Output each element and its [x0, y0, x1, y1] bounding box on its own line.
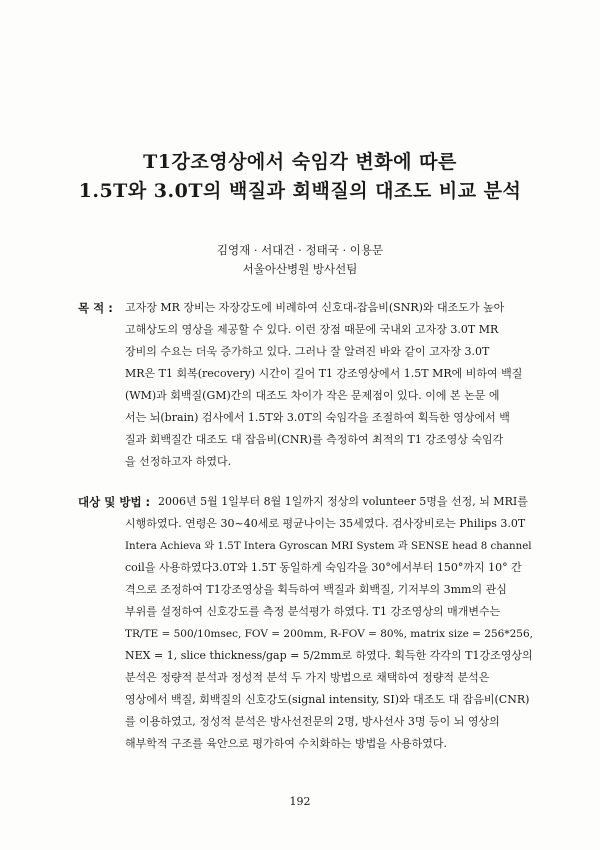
author-list: 김영재 · 서대건 · 정태국 · 이용문 — [216, 243, 384, 257]
methods-line: 를 이용하였고, 정성적 분석은 방사선전문의 2명, 방사선사 3명 등이 뇌 영상의 — [125, 715, 500, 728]
methods-line: TR/TE = 500/10msec, FOV = 200mm, R-FOV = 80%, matrix size = 256*256, — [125, 628, 533, 640]
objective-line: 장비의 수요는 더욱 증가하고 있다. 그러나 잘 알려진 바와 같이 고자장 3.0T — [125, 345, 490, 358]
objective-line: MR은 T1 회복(recovery) 시간이 길어 T1 강조영상에서 1.5T MR에 비하여 백질 — [125, 367, 523, 380]
methods-line: Intera Achieva 와 1.5T Intera Gyroscan MRI System 과 SENSE head 8 channel — [125, 540, 532, 552]
objective-label: 목 적 : — [78, 301, 113, 315]
objective-line: 고해상도의 영상을 제공할 수 있다. 이런 장점 때문에 국내외 고자장 3.0T MR — [125, 323, 499, 336]
paper-title-line-2: 1.5T와 3.0T의 백질과 회백질의 대조도 비교 분석 — [78, 180, 522, 202]
objective-line: 질과 회백질간 대조도 대 잡음비(CNR)를 측정하여 최적의 T1 강조영상 숙임각 — [125, 433, 504, 446]
methods-label: 대상 및 방법 : — [78, 495, 151, 509]
methods-line: 시행하였다. 연령은 30~40세로 평균나이는 35세였다. 검사장비로는 Philips 3.0T — [125, 517, 526, 530]
paper-title-line-1: T1강조영상에서 숙임각 변화에 따른 — [143, 151, 457, 173]
methods-line: 격으로 조정하여 T1강조영상을 획득하여 백질과 회백질, 기저부의 3mm의 관심 — [125, 583, 507, 596]
methods-line: 부위를 설정하여 신호강도를 측정 분석평가 하였다. T1 강조영상의 매개변수는 — [125, 605, 501, 618]
objective-line: 고자장 MR 장비는 자장강도에 비례하여 신호대-잡음비(SNR)와 대조도가 높아 — [125, 301, 505, 314]
methods-line: 분석은 정량적 분석과 정성적 분석 두 가지 방법으로 채택하여 정량적 분석은 — [125, 671, 490, 684]
author-affiliation: 서울아산병원 방사선팀 — [242, 262, 358, 276]
methods-line: 2006년 5월 1일부터 8월 1일까지 정상의 volunteer 5명을 선정, 뇌 MRI를 — [158, 495, 528, 508]
methods-line: coil을 사용하였다3.0T와 1.5T 동일하게 숙임각을 30°에서부터 150°까지 10° 간 — [125, 561, 522, 574]
objective-line: 을 선정하고자 하였다. — [125, 455, 232, 468]
page-number: 192 — [289, 795, 311, 808]
methods-line: 해부학적 구조를 육안으로 평가하여 수치화하는 방법을 사용하였다. — [125, 737, 448, 750]
methods-line: NEX = 1, slice thickness/gap = 5/2mm로 하였다. 획득한 각각의 T1강조영상의 — [125, 649, 533, 662]
methods-line: 영상에서 백질, 회백질의 신호강도(signal intensity, SI)와 대조도 대 잡음비(CNR) — [125, 693, 530, 706]
objective-line: 서는 뇌(brain) 검사에서 1.5T와 3.0T의 숙임각을 조절하여 획득한 영상에서 백 — [125, 411, 510, 424]
objective-line: (WM)과 회백질(GM)간의 대조도 차이가 작은 문제점이 있다. 이에 본 논문 에 — [125, 389, 500, 402]
